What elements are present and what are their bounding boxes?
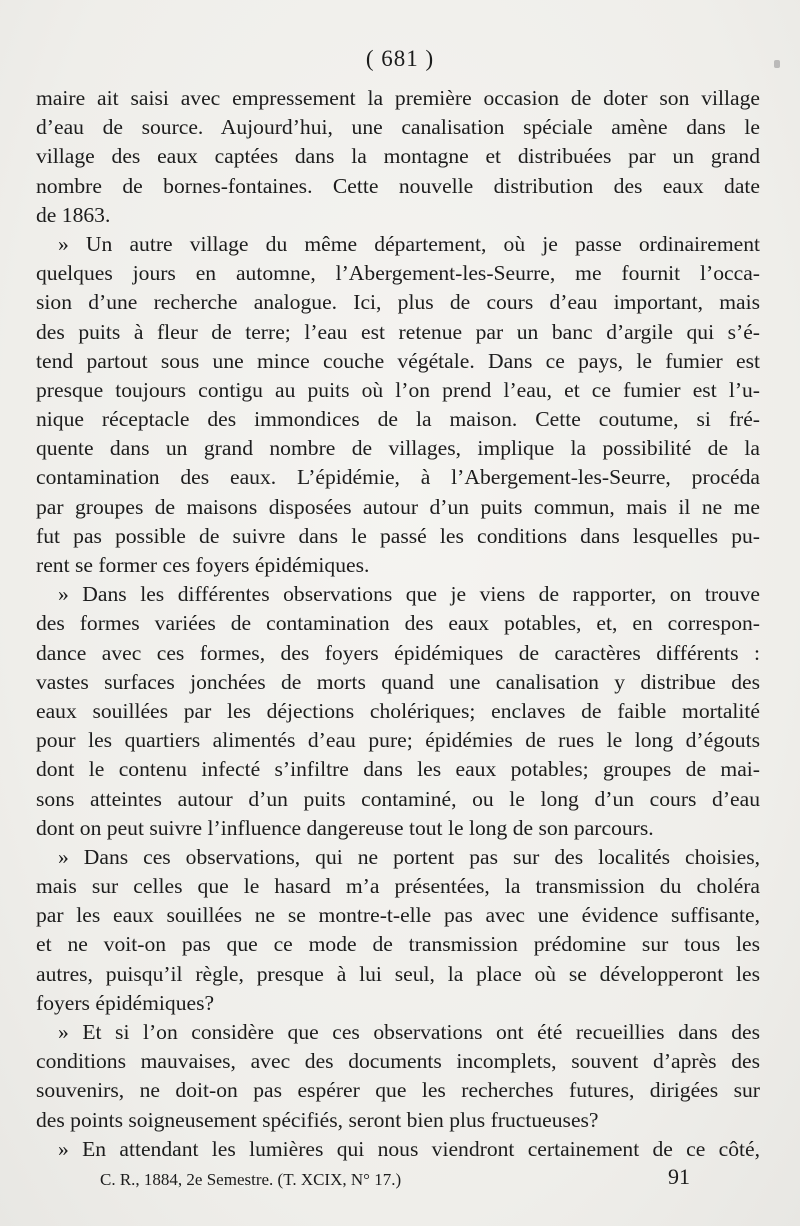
- text-line: et ne voit-on pas que ce mode de transmission prédomine sur tous les: [36, 932, 760, 957]
- text-line: sons atteintes autour d’un puits contaminé, ou le long d’un cours d’eau: [36, 786, 760, 811]
- text-line: eaux souillées par les déjections cholériques; enclaves de faible mortalité: [36, 698, 760, 723]
- text-line: contamination des eaux. L’épidémie, à l’Abergement-les-Seurre, procéda: [36, 465, 760, 490]
- text-line: nique réceptacle des immondices de la maison. Cette coutume, si fré-: [36, 407, 760, 432]
- text-line: rent se former ces foyers épidémiques.: [36, 553, 370, 577]
- text-line: sion d’une recherche analogue. Ici, plus de cours d’eau important, mais: [36, 290, 760, 315]
- text-line: fut pas possible de suivre dans le passé les conditions dans lesquelles pu-: [36, 523, 760, 548]
- text-line: autres, puisqu’il règle, presque à lui seul, la place où se développeront les: [36, 961, 760, 986]
- text-line: des puits à fleur de terre; l’eau est retenue par un banc d’argile qui s’é-: [36, 319, 760, 344]
- scan-speck: [774, 60, 780, 68]
- text-line: d’eau de source. Aujourd’hui, une canalisation spéciale amène dans le: [36, 115, 760, 140]
- text-line: souvenirs, ne doit-on pas espérer que les recherches futures, dirigées sur: [36, 1078, 760, 1103]
- text-line: quente dans un grand nombre de villages, implique la possibilité de la: [36, 436, 760, 461]
- text-line: foyers épidémiques?: [36, 990, 215, 1015]
- text-line: » Dans les différentes observations que je viens de rapporter, on trouve: [58, 582, 760, 607]
- text-line: des points soigneusement spécifiés, seront bien plus fructueuses?: [36, 1107, 599, 1132]
- body-text: [36, 84, 760, 1164]
- text-line: » Et si l’on considère que ces observations ont été recueillies dans des: [58, 1020, 760, 1044]
- text-line: » En attendant les lumières qui nous viendront certainement de ce côté,: [58, 1136, 760, 1161]
- text-line: des formes variées de contamination des eaux potables, et, en correspon-: [36, 611, 760, 636]
- text-line: de 1863.: [36, 202, 111, 227]
- text-line: vastes surfaces jonchées de morts quand une canalisation y distribue des: [36, 669, 760, 694]
- text-line: par les eaux souillées ne se montre-t-elle pas avec une évidence suffisante,: [36, 903, 760, 928]
- text-line: quelques jours en automne, l’Abergement-les-Seurre, me fournit l’occa-: [36, 261, 760, 286]
- text-line: village des eaux captées dans la montagne et distribuées par un grand: [36, 144, 760, 169]
- text-line: maire ait saisi avec empressement la première occasion de doter son village: [36, 86, 760, 110]
- text-line: nombre de bornes-fontaines. Cette nouvelle distribution des eaux date: [36, 173, 760, 198]
- text-line: dont on peut suivre l’influence dangereuse tout le long de son parcours.: [36, 815, 654, 840]
- text-line: dont le contenu infecté s’infiltre dans les eaux potables; groupes de mai-: [36, 757, 760, 782]
- text-line: pour les quartiers alimentés d’eau pure; épidémies de rues le long d’égouts: [36, 728, 760, 753]
- page-number: ( 681 ): [365, 46, 435, 71]
- text-line: conditions mauvaises, avec des documents incomplets, souvent d’après des: [36, 1049, 760, 1074]
- text-line: » Un autre village du même département, où je passe ordinairement: [58, 231, 760, 256]
- bibliographic-signature: C. R., 1884, 2e Semestre. (T. XCIX, N° 17.): [100, 1170, 402, 1189]
- text-line: presque toujours contigu au puits où l’on prend l’eau, et ce fumier est l’u-: [36, 377, 760, 402]
- text-line: tend partout sous une mince couche végétale. Dans ce pays, le fumier est: [36, 348, 760, 373]
- text-line: » Dans ces observations, qui ne portent pas sur des localités choisies,: [58, 844, 760, 869]
- signature-folio: 91: [668, 1164, 690, 1189]
- text-line: dance avec ces formes, des foyers épidémiques de caractères différents :: [36, 640, 760, 665]
- text-line: par groupes de maisons disposées autour d’un puits commun, mais il ne me: [36, 494, 760, 519]
- text-line: mais sur celles que le hasard m’a présentées, la transmission du choléra: [36, 874, 760, 899]
